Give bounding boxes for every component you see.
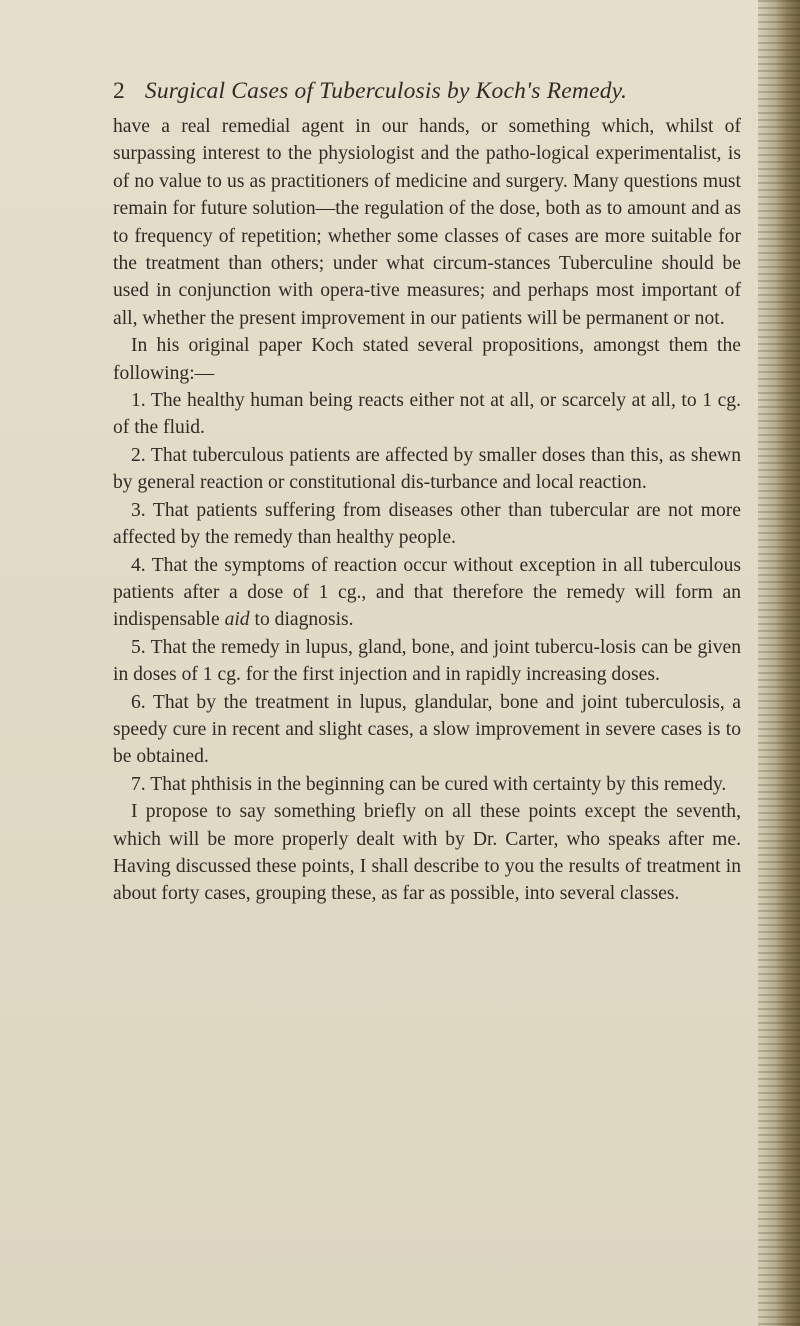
proposition-2: 2. That tuberculous patients are affected by smaller doses than this, as shewn by general reaction or constitutional dis-turbance and local reaction. [113,444,741,494]
proposition-6: 6. That by the treatment in lupus, glandular, bone and joint tuberculosis, a speedy cure in recent and slight cases, a slow improvement in severe cases is to be obtained. [113,691,741,768]
paragraph-propositions-intro: In his original paper Koch stated several propositions, amongst them the following:— [113,335,741,384]
paragraph-closing: I propose to say something briefly on all these points except the seventh, which will be more properly dealt with by Dr. Carter, who speaks after me. Having discussed these points, I shall describe to you the results of treatment in about forty cases, grouping these, as far as possible, into several classes. [113,801,741,905]
body-text [113,113,741,908]
page-edge-grain [758,0,800,1326]
proposition-4-text-before: 4. That the symptoms of reaction occur without exception in all tuberculous patients after a dose of 1 cg., and that therefore the remedy will form an indispensable [113,554,741,631]
proposition-1: 1. The healthy human being reacts either not at all, or scarcely at all, to 1 cg. of the fluid. [113,390,741,439]
proposition-4-text-after: to diagnosis. [249,609,354,631]
paragraph-opening: have a real remedial agent in our hands, or something which, whilst of surpassing interest to the physiologist and the patho-logical experimentalist, is of no value to us as practitioners of medicine and surgery. Many questions must remain for future solution—the regulation of the dose, both as to amount and as to frequency of repetition; whether some classes of cases are more suitable for the treatment than others; under what circum-stances Tuberculine should be used in conjunction with opera-tive measures; and perhaps most important of all, whether the present improvement in our patients will be permanent or not. [113,116,741,329]
page-number: 2 [113,78,125,104]
running-title: Surgical Cases of Tuberculosis by Koch's Remedy. [144,78,628,104]
proposition-4-emphasis: aid [224,609,250,631]
proposition-3: 3. That patients suffering from diseases other than tubercular are not more affected by the remedy than healthy people. [113,499,741,549]
proposition-4 [113,552,741,634]
page-header [113,74,753,108]
proposition-7: 7. That phthisis in the beginning can be cured with certainty by this remedy. [131,773,727,795]
proposition-5: 5. That the remedy in lupus, gland, bone, and joint tubercu-losis can be given in doses of 1 cg. for the first injection and in rapidly increasing doses. [113,636,741,686]
page-edge-shadow [758,0,800,1326]
